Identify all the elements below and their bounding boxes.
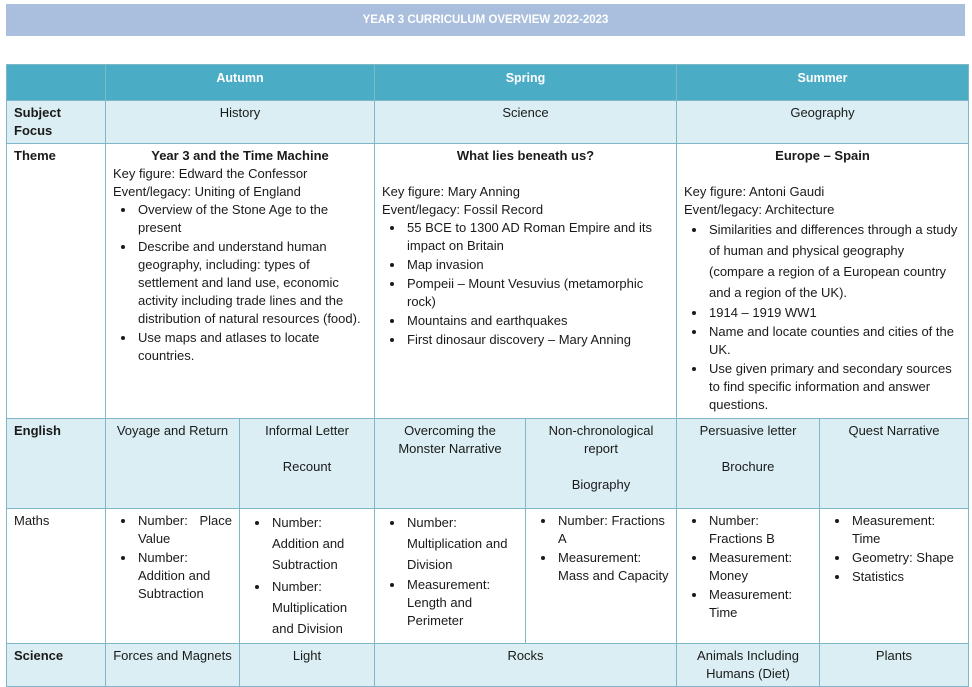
english-summer2: Quest Narrative [820,419,969,509]
maths-autumn1 [106,509,240,644]
english-autumn2-a: Informal Letter [265,423,349,438]
list-item: • Number: Fractions A [556,512,669,548]
science-row [7,644,969,687]
maths-spring1 [375,509,526,644]
list-item: • Name and locate counties and cities of the UK. [707,323,961,359]
theme-autumn-event: Event/legacy: Uniting of England [113,184,301,199]
science-label: Science [7,644,106,687]
science-summer1: Animals Including Humans (Diet) [677,644,820,687]
list-item: • Number: Addition and Subtraction [136,549,232,603]
list-item: • Number: Place Value [136,512,232,548]
theme-spring-key-figure: Key figure: Mary Anning [382,184,521,199]
theme-row [7,144,969,419]
theme-summer-title: Europe – Spain [775,148,870,163]
science-spring: Rocks [375,644,677,687]
theme-summer-cell [677,144,969,419]
list-item: • Measurement: Mass and Capacity [556,549,669,585]
list-item: • Number: Multiplication and Division [270,576,367,639]
theme-label: Theme [7,144,106,419]
term-autumn-header: Autumn [106,65,375,101]
list-item: • 55 BCE to 1300 AD Roman Empire and its impact on Britain [405,219,669,255]
subject-focus-row [7,101,969,144]
maths-autumn2 [240,509,375,644]
list-item: • Describe and understand human geography, including: types of settlement and land use, economic activity including trade lines and the distribution of natural resources (food). [136,238,367,328]
list-item: • Use maps and atlases to locate countries. [136,329,367,365]
maths-summer2 [820,509,969,644]
list-item: • Use given primary and secondary sources to find specific information and answer questions. [707,360,961,414]
list-item: • First dinosaur discovery – Mary Anning [405,331,669,349]
list-item: • Number: Addition and Subtraction [270,512,367,575]
list-item: • Pompeii – Mount Vesuvius (metamorphic rock) [405,275,669,311]
list-item: • 1914 – 1919 WW1 [707,304,961,322]
theme-spring-title: What lies beneath us? [456,148,595,163]
list-item: • Statistics [850,568,961,586]
english-autumn2-b: Recount [282,459,332,474]
science-autumn1: Forces and Magnets [106,644,240,687]
english-autumn2 [240,419,375,509]
list-item: • Number: Fractions B [707,512,812,548]
list-item: • Number: Multiplication and Division [405,512,518,575]
list-item: • Map invasion [405,256,669,274]
theme-summer-key-figure: Key figure: Antoni Gaudi [684,184,825,199]
list-item: • Similarities and differences through a study of human and physical geography (compare a region of a European country and a region of the UK). [707,219,961,303]
science-autumn2: Light [240,644,375,687]
theme-spring-cell [375,144,677,419]
english-spring2-b: Biography [571,477,631,492]
theme-spring-event: Event/legacy: Fossil Record [382,202,544,217]
maths-label: Maths [7,509,106,644]
term-spring-header: Spring [375,65,677,101]
english-spring2-a: Non-chronological report [548,423,654,456]
english-row [7,419,969,509]
theme-autumn-title: Year 3 and the Time Machine [151,148,329,163]
english-summer1 [677,419,820,509]
maths-summer1 [677,509,820,644]
english-autumn1: Voyage and Return [106,419,240,509]
curriculum-table [6,64,969,687]
list-item: • Measurement: Length and Perimeter [405,576,518,630]
list-item: • Geometry: Shape [850,549,961,567]
subject-focus-label: Subject Focus [7,101,106,144]
list-item: • Measurement: Money [707,549,812,585]
science-summer2: Plants [820,644,969,687]
header-corner-cell [7,65,106,101]
page-title: YEAR 3 CURRICULUM OVERVIEW 2022-2023 [6,4,965,36]
maths-row [7,509,969,644]
maths-spring2 [526,509,677,644]
subject-focus-spring: Science [375,101,677,144]
term-header-row [7,65,969,101]
theme-summer-event: Event/legacy: Architecture [684,202,835,217]
subject-focus-autumn: History [106,101,375,144]
theme-autumn-key-figure: Key figure: Edward the Confessor [113,166,308,181]
english-spring2 [526,419,677,509]
subject-focus-summer: Geography [677,101,969,144]
list-item: • Overview of the Stone Age to the present [136,201,367,237]
theme-autumn-cell [106,144,375,419]
term-summer-header: Summer [677,65,969,101]
english-summer1-b: Brochure [721,459,775,474]
english-label: English [7,419,106,509]
list-item: • Mountains and earthquakes [405,312,669,330]
list-item: • Measurement: Time [707,586,812,622]
list-item: • Measurement: Time [850,512,961,548]
english-spring1: Overcoming the Monster Narrative [375,419,526,509]
english-summer1-a: Persuasive letter [699,423,797,438]
